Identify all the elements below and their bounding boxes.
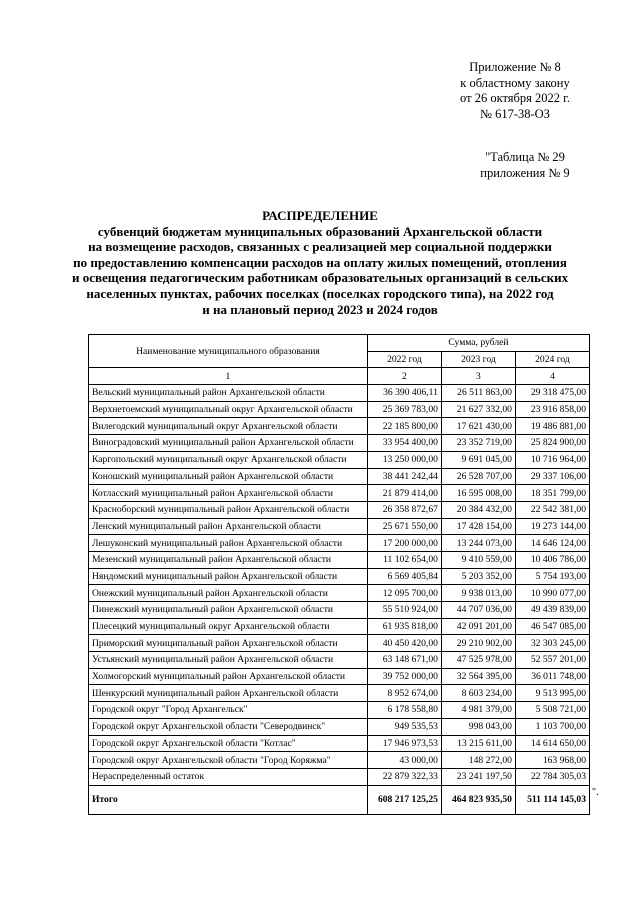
amount-2023: 148 272,00 bbox=[441, 752, 515, 769]
amount-2023: 16 595 008,00 bbox=[441, 485, 515, 502]
amount-2023: 20 384 432,00 bbox=[441, 501, 515, 518]
amount-2023: 8 603 234,00 bbox=[441, 685, 515, 702]
table-row bbox=[89, 668, 590, 685]
table-row bbox=[89, 535, 590, 552]
amount-2022: 13 250 000,00 bbox=[367, 451, 441, 468]
amount-2023: 32 564 395,00 bbox=[441, 668, 515, 685]
table-row bbox=[89, 435, 590, 452]
amount-2022: 40 450 420,00 bbox=[367, 635, 441, 652]
table-row bbox=[89, 652, 590, 669]
municipality-name: Городской округ Архангельской области "Северодвинск" bbox=[89, 718, 368, 735]
municipality-name: Пинежский муниципальный район Архангельской области bbox=[89, 602, 368, 619]
column-number-row bbox=[89, 368, 590, 385]
municipality-name: Красноборский муниципальный район Архангельской области bbox=[89, 501, 368, 518]
heading-line: и освещения педагогическим работникам образовательных организаций в сельских bbox=[72, 270, 569, 286]
amount-2022: 33 954 400,00 bbox=[367, 435, 441, 452]
amount-2024: 22 784 305,03 bbox=[515, 768, 589, 785]
table-row bbox=[89, 768, 590, 785]
amount-2023: 17 428 154,00 bbox=[441, 518, 515, 535]
amount-2023: 23 241 197,50 bbox=[441, 768, 515, 785]
amount-2022: 43 000,00 bbox=[367, 752, 441, 769]
table-row bbox=[89, 618, 590, 635]
heading-line: и на плановый период 2023 и 2024 годов bbox=[202, 301, 438, 317]
annex-header bbox=[430, 60, 600, 122]
column-header-year: 2022 год bbox=[367, 351, 441, 368]
amount-2022: 6 569 405,84 bbox=[367, 568, 441, 585]
amount-2023: 9 691 045,00 bbox=[441, 451, 515, 468]
municipality-name: Няндомский муниципальный район Архангельской области bbox=[89, 568, 368, 585]
amount-2022: 11 102 654,00 bbox=[367, 551, 441, 568]
municipality-name: Устьянский муниципальный район Архангельской области bbox=[89, 652, 368, 669]
column-number: 2 bbox=[367, 368, 441, 385]
amount-2022: 22 879 322,33 bbox=[367, 768, 441, 785]
table-row bbox=[89, 568, 590, 585]
amount-2022: 36 390 406,11 bbox=[367, 385, 441, 402]
amount-2024: 22 542 381,00 bbox=[515, 501, 589, 518]
table-row bbox=[89, 501, 590, 518]
amount-2022: 61 935 818,00 bbox=[367, 618, 441, 635]
municipality-name: Ленский муниципальный район Архангельской области bbox=[89, 518, 368, 535]
table-reference bbox=[460, 150, 590, 181]
column-number: 4 bbox=[515, 368, 589, 385]
municipality-name: Шенкурский муниципальный район Архангельской области bbox=[89, 685, 368, 702]
municipality-name: Виноградовский муниципальный район Архангельской области bbox=[89, 435, 368, 452]
amount-2024: 14 646 124,00 bbox=[515, 535, 589, 552]
table-row bbox=[89, 518, 590, 535]
annex-line: № 617-38-ОЗ bbox=[480, 106, 550, 121]
table-row bbox=[89, 752, 590, 769]
amount-2022: 8 952 674,00 bbox=[367, 685, 441, 702]
amount-2022: 12 095 700,00 bbox=[367, 585, 441, 602]
municipality-name: Нераспределенный остаток bbox=[89, 768, 368, 785]
column-header-year: 2024 год bbox=[515, 351, 589, 368]
amount-2024: 49 439 839,00 bbox=[515, 602, 589, 619]
amount-2022: 25 671 550,00 bbox=[367, 518, 441, 535]
amount-2023: 13 244 073,00 bbox=[441, 535, 515, 552]
amount-2022: 17 200 000,00 bbox=[367, 535, 441, 552]
table-header-row bbox=[89, 335, 590, 352]
amount-2022: 22 185 800,00 bbox=[367, 418, 441, 435]
annex-line: Приложение № 8 bbox=[469, 60, 561, 74]
municipality-name: Городской округ "Город Архангельск" bbox=[89, 702, 368, 719]
amount-2024: 1 103 700,00 bbox=[515, 718, 589, 735]
amount-2024: 10 716 964,00 bbox=[515, 451, 589, 468]
amount-2022: 21 879 414,00 bbox=[367, 485, 441, 502]
amount-2024: 23 916 858,00 bbox=[515, 401, 589, 418]
annex-line: к областному закону bbox=[460, 75, 570, 90]
column-header-sum: Сумма, рублей bbox=[367, 335, 589, 352]
table-row bbox=[89, 735, 590, 752]
municipality-name: Лешуконский муниципальный район Архангельской области bbox=[89, 535, 368, 552]
amount-2024: 163 968,00 bbox=[515, 752, 589, 769]
total-row bbox=[89, 785, 590, 814]
amount-2023: 5 203 352,00 bbox=[441, 568, 515, 585]
table-row bbox=[89, 702, 590, 719]
heading-line: на возмещение расходов, связанных с реализацией мер социальной поддержки bbox=[88, 239, 552, 255]
amount-2024: 10 990 077,00 bbox=[515, 585, 589, 602]
amount-2023: 42 091 201,00 bbox=[441, 618, 515, 635]
amount-2022: 38 441 242,44 bbox=[367, 468, 441, 485]
amount-2022: 949 535,53 bbox=[367, 718, 441, 735]
amount-2022: 26 358 872,67 bbox=[367, 501, 441, 518]
municipality-name: Приморский муниципальный район Архангельской области bbox=[89, 635, 368, 652]
table-row bbox=[89, 418, 590, 435]
municipality-name: Онежский муниципальный район Архангельской области bbox=[89, 585, 368, 602]
amount-2022: 63 148 671,00 bbox=[367, 652, 441, 669]
amount-2024: 511 114 145,03 bbox=[515, 785, 589, 814]
amount-2024: 5 508 721,00 bbox=[515, 702, 589, 719]
heading-line: субвенций бюджетам муниципальных образований Архангельской области bbox=[97, 223, 543, 239]
table-row bbox=[89, 485, 590, 502]
municipality-name: Коношский муниципальный район Архангельской области bbox=[89, 468, 368, 485]
municipality-name: Городской округ Архангельской области "Город Коряжма" bbox=[89, 752, 368, 769]
column-number: 1 bbox=[89, 368, 368, 385]
amount-2023: 464 823 935,50 bbox=[441, 785, 515, 814]
table-row bbox=[89, 585, 590, 602]
table-row bbox=[89, 385, 590, 402]
amount-2023: 13 215 611,00 bbox=[441, 735, 515, 752]
heading-line: населенных пунктах, рабочих поселках (поселках городского типа), на 2022 год bbox=[86, 285, 554, 301]
amount-2024: 32 303 245,00 bbox=[515, 635, 589, 652]
municipality-name: Городской округ Архангельской области "Котлас" bbox=[89, 735, 368, 752]
amount-2024: 5 754 193,00 bbox=[515, 568, 589, 585]
amount-2023: 21 627 332,00 bbox=[441, 401, 515, 418]
column-header-name: Наименование муниципального образования bbox=[89, 335, 368, 368]
document-title: РАСПРЕДЕЛЕНИЕ bbox=[262, 208, 378, 223]
amount-2022: 55 510 924,00 bbox=[367, 602, 441, 619]
table-reference-line: приложения № 9 bbox=[480, 165, 570, 180]
amount-2022: 25 369 783,00 bbox=[367, 401, 441, 418]
table-row bbox=[89, 635, 590, 652]
amount-2024: 19 486 881,00 bbox=[515, 418, 589, 435]
end-quote-mark: ". bbox=[592, 787, 599, 798]
table-row bbox=[89, 468, 590, 485]
amount-2023: 4 981 379,00 bbox=[441, 702, 515, 719]
amount-2024: 36 011 748,00 bbox=[515, 668, 589, 685]
amount-2024: 14 614 650,00 bbox=[515, 735, 589, 752]
amount-2023: 9 410 559,00 bbox=[441, 551, 515, 568]
municipality-name: Итого bbox=[89, 785, 368, 814]
table-row bbox=[89, 685, 590, 702]
amount-2023: 998 043,00 bbox=[441, 718, 515, 735]
municipality-name: Мезенский муниципальный район Архангельской области bbox=[89, 551, 368, 568]
table-row bbox=[89, 718, 590, 735]
amount-2024: 10 406 786,00 bbox=[515, 551, 589, 568]
table-row bbox=[89, 451, 590, 468]
amount-2024: 18 351 799,00 bbox=[515, 485, 589, 502]
municipality-name: Котласский муниципальный район Архангельской области bbox=[89, 485, 368, 502]
amount-2024: 29 318 475,00 bbox=[515, 385, 589, 402]
amount-2022: 608 217 125,25 bbox=[367, 785, 441, 814]
heading-line: по предоставлению компенсации расходов на оплату жилых помещений, отопления bbox=[73, 254, 567, 270]
table-row bbox=[89, 551, 590, 568]
municipality-name: Каргопольский муниципальный округ Архангельской области bbox=[89, 451, 368, 468]
amount-2024: 46 547 085,00 bbox=[515, 618, 589, 635]
amount-2024: 9 513 995,00 bbox=[515, 685, 589, 702]
document-heading bbox=[72, 208, 568, 317]
amount-2022: 6 178 558,80 bbox=[367, 702, 441, 719]
amount-2023: 23 352 719,00 bbox=[441, 435, 515, 452]
distribution-table bbox=[88, 334, 590, 815]
municipality-name: Верхнетоемский муниципальный округ Архангельской области bbox=[89, 401, 368, 418]
municipality-name: Вельский муниципальный район Архангельской области bbox=[89, 385, 368, 402]
column-header-year: 2023 год bbox=[441, 351, 515, 368]
column-number: 3 bbox=[441, 368, 515, 385]
amount-2023: 29 210 902,00 bbox=[441, 635, 515, 652]
table-row bbox=[89, 602, 590, 619]
amount-2024: 52 557 201,00 bbox=[515, 652, 589, 669]
amount-2023: 26 528 707,00 bbox=[441, 468, 515, 485]
annex-line: от 26 октября 2022 г. bbox=[460, 91, 570, 105]
amount-2024: 19 273 144,00 bbox=[515, 518, 589, 535]
amount-2023: 44 707 036,00 bbox=[441, 602, 515, 619]
amount-2022: 17 946 973,53 bbox=[367, 735, 441, 752]
table-row bbox=[89, 401, 590, 418]
amount-2023: 9 938 013,00 bbox=[441, 585, 515, 602]
amount-2023: 47 525 978,00 bbox=[441, 652, 515, 669]
amount-2024: 29 337 106,00 bbox=[515, 468, 589, 485]
amount-2023: 26 511 863,00 bbox=[441, 385, 515, 402]
municipality-name: Холмогорский муниципальный район Архангельской области bbox=[89, 668, 368, 685]
amount-2024: 25 824 900,00 bbox=[515, 435, 589, 452]
amount-2023: 17 621 430,00 bbox=[441, 418, 515, 435]
municipality-name: Плесецкий муниципальный округ Архангельской области bbox=[89, 618, 368, 635]
table-reference-line: "Таблица № 29 bbox=[485, 150, 565, 164]
amount-2022: 39 752 000,00 bbox=[367, 668, 441, 685]
municipality-name: Вилегодский муниципальный округ Архангельской области bbox=[89, 418, 368, 435]
